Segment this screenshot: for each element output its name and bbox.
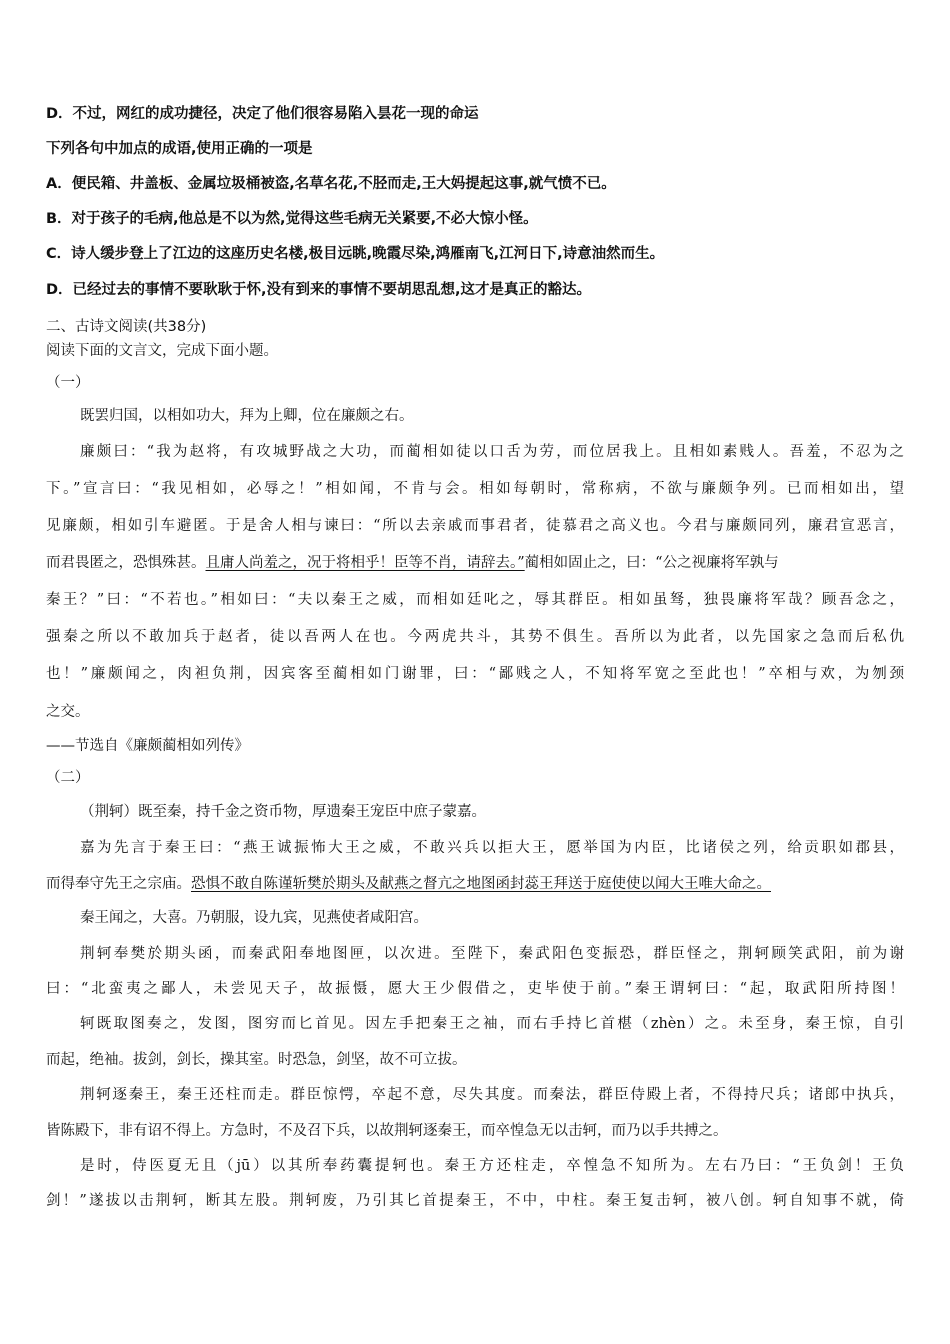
passage2-line: 是时，侍医夏无且（jū）以其所奉药囊提轲也。秦王方还柱走，卒惶急不知所为。左右乃曰：“王负剑！王负 xyxy=(80,1158,904,1174)
passage1-text: 而君畏匿之，恐惧殊甚。 xyxy=(46,555,206,571)
idiom-option-c: C．诗人缓步登上了江边的这座历史名楼,极目远眺,晚霞尽染,鸿雁南飞,江河日下,诗意油然而生。 xyxy=(46,246,665,262)
passage1-label: （一） xyxy=(46,375,90,391)
passage1-line: 下。”宣言曰：“我见相如，必辱之！”相如闻，不肯与会。相如每朝时，常称病，不欲与廉颇争列。已而相如出，望 xyxy=(46,481,904,497)
passage2-line: 轲既取图奏之，发图，图穷而匕首见。因左手把秦王之袖，而右手持匕首椹（zhèn）之。未至身，秦王惊，自引 xyxy=(80,1016,904,1032)
prev-question-option-d: D．不过，网红的成功捷径，决定了他们很容易陷入昙花一现的命运 xyxy=(46,106,479,122)
underlined-sentence: 且庸人尚羞之，况于将相乎！臣等不肖，请辞去。” xyxy=(205,555,525,571)
idiom-option-a: A．便民箱、井盖板、金属垃圾桶被盗,名草名花,不胫而走,王大妈提起这事,就气愤不已。 xyxy=(46,176,616,192)
section-instruction: 阅读下面的文言文，完成下面小题。 xyxy=(46,343,278,359)
passage2-line: 而起，绝袖。拔剑，剑长，操其室。时恐急，剑坚，故不可立拔。 xyxy=(46,1052,467,1068)
passage2-line: 荆轲奉樊於期头函，而秦武阳奉地图匣，以次进。至陛下，秦武阳色变振恐，群臣怪之，荆轲顾笑武阳，前为谢 xyxy=(80,946,904,962)
passage1-line: 廉颇曰：“我为赵将，有攻城野战之大功，而蔺相如徒以口舌为劳，而位居我上。且相如素贱人。吾羞，不忍为之 xyxy=(80,444,904,460)
passage1-line: 之交。 xyxy=(46,704,90,720)
underlined-sentence: 恐惧不敢自陈谨斩樊於期头及献燕之督亢之地图函封蕊王拜送于庭使使以闻大王唯大命之。 xyxy=(191,876,771,892)
idiom-option-d: D．已经过去的事情不要耿耿于怀,没有到来的事情不要胡思乱想,这才是真正的豁达。 xyxy=(46,282,592,298)
passage1-source: ——节选自《廉颇蔺相如列传》 xyxy=(46,738,249,754)
passage2-text: 而得奉守先王之宗庙。 xyxy=(46,876,191,892)
passage2-line: 荆轲逐秦王，秦王还柱而走。群臣惊愕，卒起不意，尽失其度。而秦法，群臣侍殿上者，不得持尺兵；诸郎中执兵， xyxy=(80,1087,904,1103)
passage2-line: 皆陈殿下，非有诏不得上。方急时，不及召下兵，以故荆轲逐秦王，而卒惶急无以击轲，而乃以手共搏之。 xyxy=(46,1123,728,1139)
passage2-line: 嘉为先言于秦王曰：“燕王诚振怖大王之威，不敢兴兵以拒大王，愿举国为内臣，比诸侯之列，给贡职如郡县， xyxy=(80,840,904,856)
idiom-option-b: B．对于孩子的毛病,他总是不以为然,觉得这些毛病无关紧要,不必大惊小怪。 xyxy=(46,211,538,227)
passage1-line: 见廉颇，相如引车避匿。于是舍人相与谏曰：“所以去亲戚而事君者，徒慕君之高义也。今君与廉颇同列，廉君宣恶言， xyxy=(46,518,904,534)
passage2-line: 曰：“北蛮夷之鄙人，未尝见天子，故振慑，愿大王少假借之，吏毕使于前。”秦王谓轲曰：“起，取武阳所持图！ xyxy=(46,981,904,997)
passage1-text: 蔺相如固止之，曰：“公之视廉将军孰与 xyxy=(524,555,779,571)
passage2-line: 剑！”遂拔以击荆轲，断其左股。荆轲废，乃引其匕首提秦王，不中，中柱。秦王复击轲，被八创。轲自知事不就，倚 xyxy=(46,1193,904,1209)
passage2-line: （荆轲）既至秦，持千金之资币物，厚遗秦王宠臣中庶子蒙嘉。 xyxy=(80,804,486,820)
passage1-line: 秦王？”曰：“不若也。”相如曰：“夫以秦王之威，而相如廷叱之，辱其群臣。相如虽驽，独畏廉将军哉？顾吾念之， xyxy=(46,592,904,608)
passage1-line xyxy=(46,551,779,572)
passage2-line: 秦王闻之，大喜。乃朝服，设九宾，见燕使者咸阳宫。 xyxy=(80,910,428,926)
passage2-line xyxy=(46,872,771,893)
section-title: 二、古诗文阅读(共38分) xyxy=(46,319,207,335)
idiom-question-stem: 下列各句中加点的成语,使用正确的一项是 xyxy=(46,141,313,157)
passage1-line: 强秦之所以不敢加兵于赵者，徒以吾两人在也。今两虎共斗，其势不俱生。吾所以为此者，以先国家之急而后私仇 xyxy=(46,629,904,645)
passage1-line: 既罢归国，以相如功大，拜为上卿，位在廉颇之右。 xyxy=(80,408,414,424)
passage2-label: （二） xyxy=(46,770,90,786)
passage1-line: 也！”廉颇闻之，肉袒负荆，因宾客至蔺相如门谢罪，曰：“鄙贱之人，不知将军宽之至此也！”卒相与欢，为刎颈 xyxy=(46,666,904,682)
